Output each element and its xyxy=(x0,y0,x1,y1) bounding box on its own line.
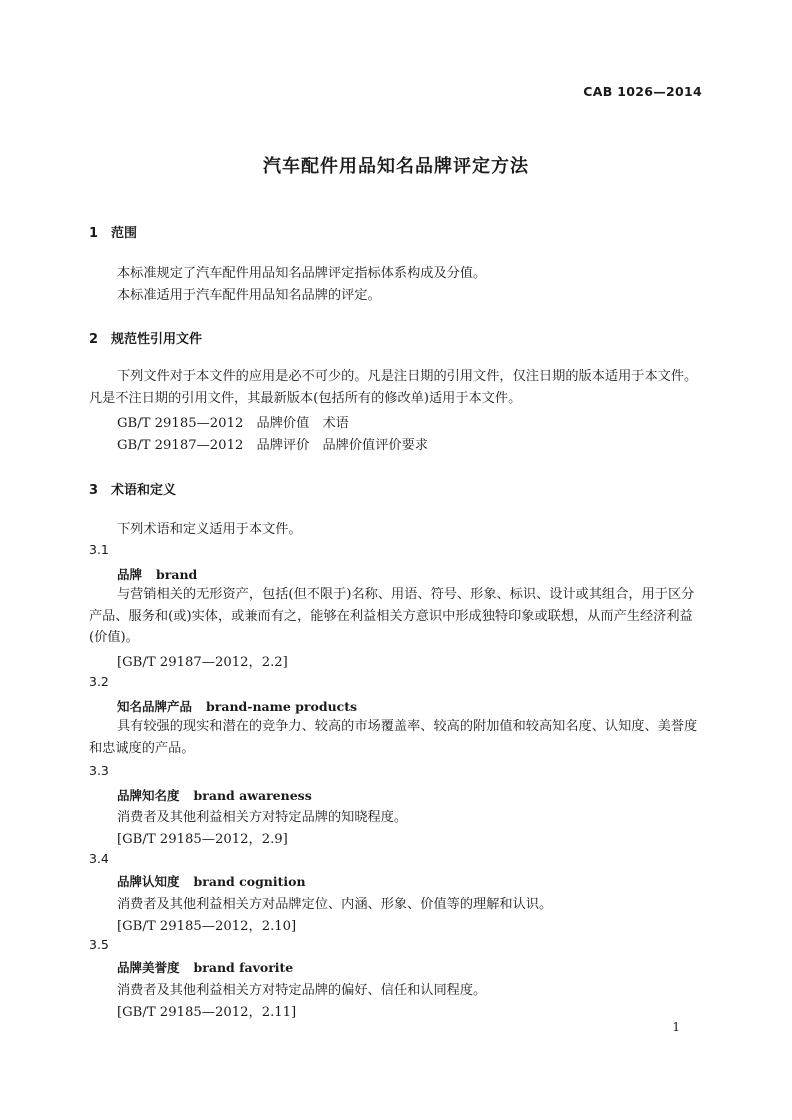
term-source: [GB/T 29185—2012，2.10] xyxy=(117,919,297,934)
term-heading: 品牌美誉度 brand favorite xyxy=(117,960,294,975)
term-heading: 知名品牌产品 brand-name products xyxy=(117,699,358,714)
term-heading: 品牌知名度 brand awareness xyxy=(117,788,312,803)
section-3-heading: 3 术语和定义 xyxy=(89,483,177,498)
clause-number: 3.3 xyxy=(89,763,109,778)
scope-paragraph-1: 本标准规定了汽车配件用品知名品牌评定指标体系构成及分值。 xyxy=(117,266,487,281)
term-definition: 与营销相关的无形资产，包括(但不限于)名称、用语、符号、形象、标识、设计或其组合，用于区分产品、服务和(或)实体，或兼而有之，能够在利益相关方意识中形成独特印象或联想，从而产生经济利益(价值)。 xyxy=(89,587,695,645)
term-heading: 品牌 brand xyxy=(117,567,198,582)
reference-1: GB/T 29185—2012 品牌价值 术语 xyxy=(117,416,349,431)
standard-code: CAB 1026—2014 xyxy=(583,84,702,99)
clause-number: 3.4 xyxy=(89,851,109,866)
term-source: [GB/T 29185—2012，2.9] xyxy=(117,832,288,847)
scope-paragraph-2: 本标准适用于汽车配件用品知名品牌的评定。 xyxy=(117,288,381,303)
clause-number: 3.5 xyxy=(89,937,109,952)
term-definition: 消费者及其他利益相关方对特定品牌的知晓程度。 xyxy=(117,810,408,825)
clause-number: 3.1 xyxy=(89,542,109,557)
document-title: 汽车配件用品知名品牌评定方法 xyxy=(263,156,529,177)
term-heading: 品牌认知度 brand cognition xyxy=(117,874,306,889)
term-definition: 具有较强的现实和潜在的竞争力、较高的市场覆盖率、较高的附加值和较高知名度、认知度、美誉度和忠诚度的产品。 xyxy=(89,719,698,756)
reference-2: GB/T 29187—2012 品牌评价 品牌价值评价要求 xyxy=(117,438,428,453)
clause-number: 3.2 xyxy=(89,674,109,689)
term-source: [GB/T 29185—2012，2.11] xyxy=(117,1005,297,1020)
terms-intro: 下列术语和定义适用于本文件。 xyxy=(117,522,302,537)
term-definition: 消费者及其他利益相关方对品牌定位、内涵、形象、价值等的理解和认识。 xyxy=(117,897,553,912)
term-definition: 消费者及其他利益相关方对特定品牌的偏好、信任和认同程度。 xyxy=(117,983,487,998)
term-source: [GB/T 29187—2012，2.2] xyxy=(117,655,288,670)
section-2-heading: 2 规范性引用文件 xyxy=(89,332,203,347)
normative-references-paragraph: 下列文件对于本文件的应用是必不可少的。凡是注日期的引用文件，仅注日期的版本适用于本文件。凡是不注日期的引用文件，其最新版本(包括所有的修改单)适用于本文件。 xyxy=(89,369,698,406)
page-number: 1 xyxy=(672,1020,680,1034)
section-1-heading: 1 范围 xyxy=(89,226,138,241)
